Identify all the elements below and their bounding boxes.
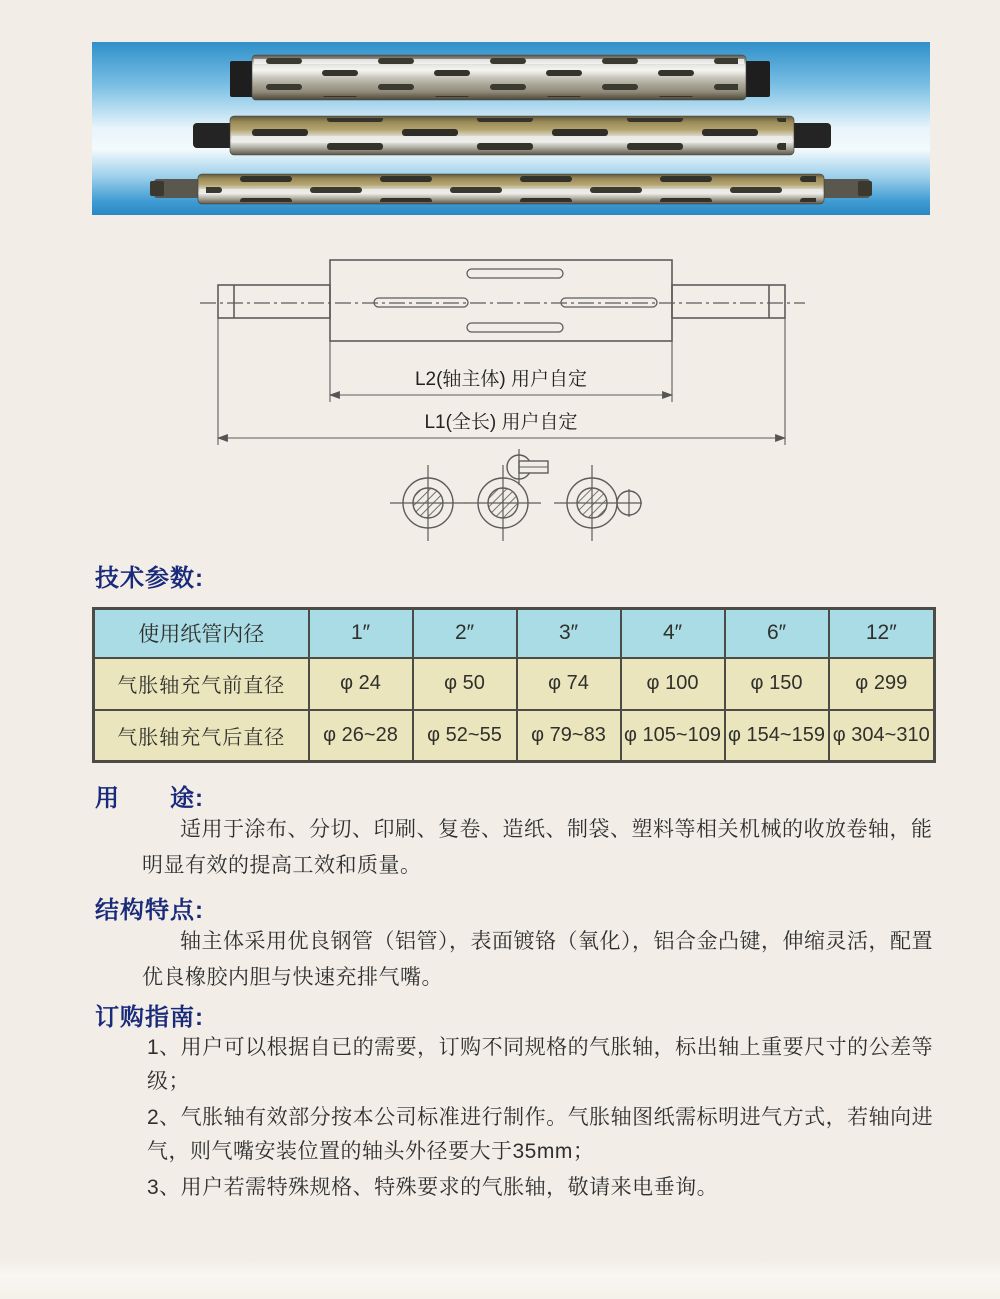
table-cell: φ 24 <box>309 658 413 710</box>
shaft-photo-bottom <box>150 174 872 204</box>
ordering-guide-list <box>147 1031 953 1207</box>
technical-drawing <box>180 238 820 550</box>
table-cell: φ 105~109 <box>621 710 725 762</box>
drawing-key-slots <box>374 269 657 332</box>
tech-params-table <box>92 607 936 763</box>
dimension-drawing <box>180 238 820 550</box>
table-header-row <box>94 609 935 658</box>
usage-paragraph: 适用于涂布、分切、印刷、复卷、造纸、制袋、塑料等相关机械的收放卷轴，能明显有效的提高工效和质量。 <box>142 818 933 877</box>
table-cell: φ 150 <box>725 658 829 710</box>
drawing-right-journal <box>672 285 785 318</box>
ordering-item-3: 3、用户若需特殊规格、特殊要求的气胀轴，敬请来电垂询。 <box>147 1176 719 1200</box>
table-cell: φ 50 <box>413 658 517 710</box>
section-heading-tech-params: 技术参数: <box>95 565 204 592</box>
scan-edge-shadow <box>0 1260 1000 1299</box>
table-cell: φ 299 <box>829 658 935 710</box>
product-photo <box>92 42 930 215</box>
table-row-before-inflation <box>94 658 935 710</box>
product-photo-image <box>92 42 930 215</box>
table-header-cell: 1″ <box>309 609 413 658</box>
table-cell: φ 304~310 <box>829 710 935 762</box>
ordering-item-2: 2、气胀轴有效部分按本公司标准进行制作。气胀轴图纸需标明进气方式，若轴向进气，则气嘴安装位置的轴头外径要大于35mm； <box>147 1106 934 1164</box>
shaft-photo-top <box>230 55 770 100</box>
table-header-cell: 2″ <box>413 609 517 658</box>
table-cell: φ 154~159 <box>725 710 829 762</box>
drawing-left-journal <box>218 285 330 318</box>
l1-dimension-label: L1(全长) 用户自定 <box>424 412 578 433</box>
table-header-cell: 使用纸管内径 <box>94 609 309 658</box>
table-cell: φ 100 <box>621 658 725 710</box>
table-row-label: 气胀轴充气前直径 <box>94 658 309 710</box>
table-header-cell: 6″ <box>725 609 829 658</box>
shaft-photo-middle <box>193 116 831 155</box>
features-paragraph: 轴主体采用优良钢管（铝管），表面镀铬（氧化），铝合金凸键，伸缩灵活，配置优良橡胶内胆与快速充排气嘴。 <box>142 930 933 989</box>
table-cell: φ 26~28 <box>309 710 413 762</box>
l2-dimension-label: L2(轴主体) 用户自定 <box>414 369 588 390</box>
section-heading-features: 结构特点: <box>95 897 204 924</box>
table-header-cell: 4″ <box>621 609 725 658</box>
table-row-after-inflation <box>94 710 935 762</box>
table-cell: φ 74 <box>517 658 621 710</box>
table-row-label: 气胀轴充气后直径 <box>94 710 309 762</box>
table-cell: φ 79~83 <box>517 710 621 762</box>
section-heading-usage: 用 途: <box>95 785 204 812</box>
table-header-cell: 3″ <box>517 609 621 658</box>
ordering-item-1: 1、用户可以根据自已的需要，订购不同规格的气胀轴，标出轴上重要尺寸的公差等级； <box>147 1036 934 1094</box>
cross-section-side-valve <box>554 465 642 541</box>
cross-section-top-valve <box>465 449 548 541</box>
drawing-shaft-body <box>330 260 672 341</box>
table-cell: φ 52~55 <box>413 710 517 762</box>
table-header-cell: 12″ <box>829 609 935 658</box>
cross-section-plain <box>390 465 466 541</box>
section-heading-ordering: 订购指南: <box>95 1004 204 1031</box>
